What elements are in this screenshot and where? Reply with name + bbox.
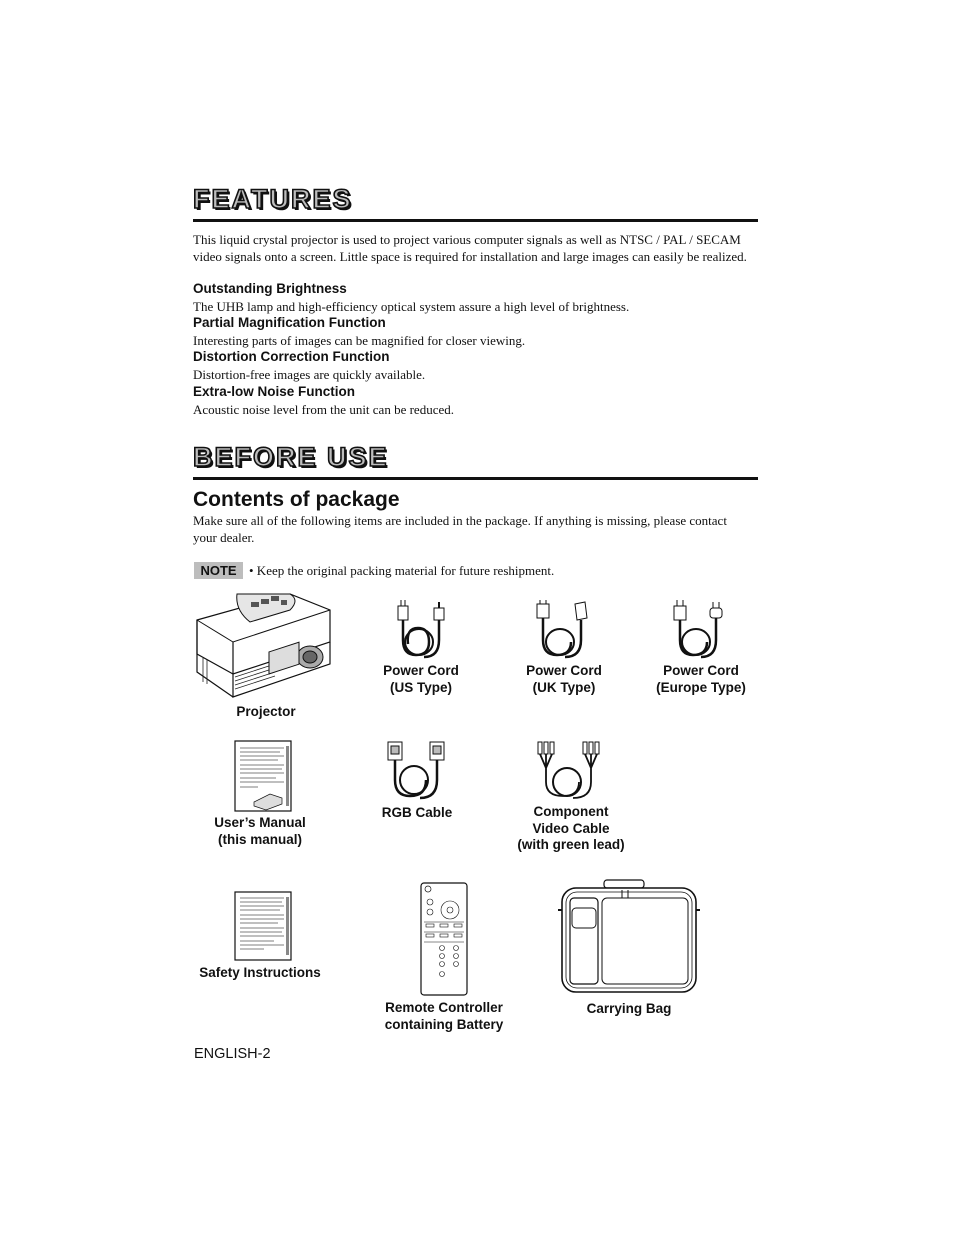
rgb-cable-caption: RGB Cable — [381, 805, 453, 820]
component-cable-icon — [535, 738, 605, 800]
feature-heading-distortion: Distortion Correction Function — [193, 349, 390, 364]
remote-controller-caption: Remote Controller containing Battery — [384, 1000, 504, 1032]
users-manual-caption: User’s Manual (this manual) — [214, 815, 306, 847]
feature-text-magnification: Interesting parts of images can be magnified for closer viewing. — [193, 333, 526, 348]
feature-text-noise: Acoustic noise level from the unit can be reduced. — [193, 402, 454, 417]
projector-caption: Projector — [236, 704, 296, 719]
features-rule — [193, 219, 758, 222]
remote-controller-icon — [420, 882, 468, 996]
feature-heading-magnification: Partial Magnification Function — [193, 315, 386, 330]
before-use-rule — [193, 477, 758, 480]
projector-icon — [195, 592, 335, 700]
users-manual-icon — [234, 740, 292, 812]
power-cord-europe-icon — [671, 600, 729, 660]
power-cord-europe-caption: Power Cord (Europe Type) — [656, 663, 746, 695]
power-cord-uk-caption: Power Cord (UK Type) — [526, 663, 602, 695]
power-cord-us-caption: Power Cord (US Type) — [383, 663, 459, 695]
contents-subtitle: Contents of package — [193, 488, 400, 511]
feature-heading-brightness: Outstanding Brightness — [193, 281, 347, 296]
features-intro: This liquid crystal projector is used to project various computer signals as well as NTSC / PAL / SECAM video signals onto a screen. Little space is required for installation and large images can easily be realized. — [193, 232, 747, 264]
rgb-cable-icon — [386, 740, 448, 800]
note-text: • Keep the original packing material for future reshipment. — [249, 563, 555, 578]
feature-heading-noise: Extra-low Noise Function — [193, 384, 356, 399]
safety-instructions-icon — [234, 891, 292, 961]
power-cord-us-icon — [394, 600, 452, 660]
power-cord-uk-icon — [535, 600, 593, 660]
note-badge: NOTE — [194, 562, 243, 579]
page-footer: ENGLISH-2 — [194, 1046, 271, 1062]
features-title: FEATURES — [193, 184, 353, 214]
before-use-title: BEFORE USE — [193, 442, 389, 472]
feature-text-brightness: The UHB lamp and high-efficiency optical system assure a high level of brightness. — [193, 299, 630, 314]
carrying-bag-caption: Carrying Bag — [586, 1001, 672, 1016]
feature-text-distortion: Distortion-free images are quickly available. — [193, 367, 426, 382]
carrying-bag-icon — [558, 878, 702, 996]
safety-instructions-caption: Safety Instructions — [199, 965, 321, 980]
contents-intro: Make sure all of the following items are included in the package. If anything is missing, please contact your dealer. — [193, 513, 727, 545]
component-cable-caption: Component Video Cable (with green lead) — [517, 804, 625, 852]
